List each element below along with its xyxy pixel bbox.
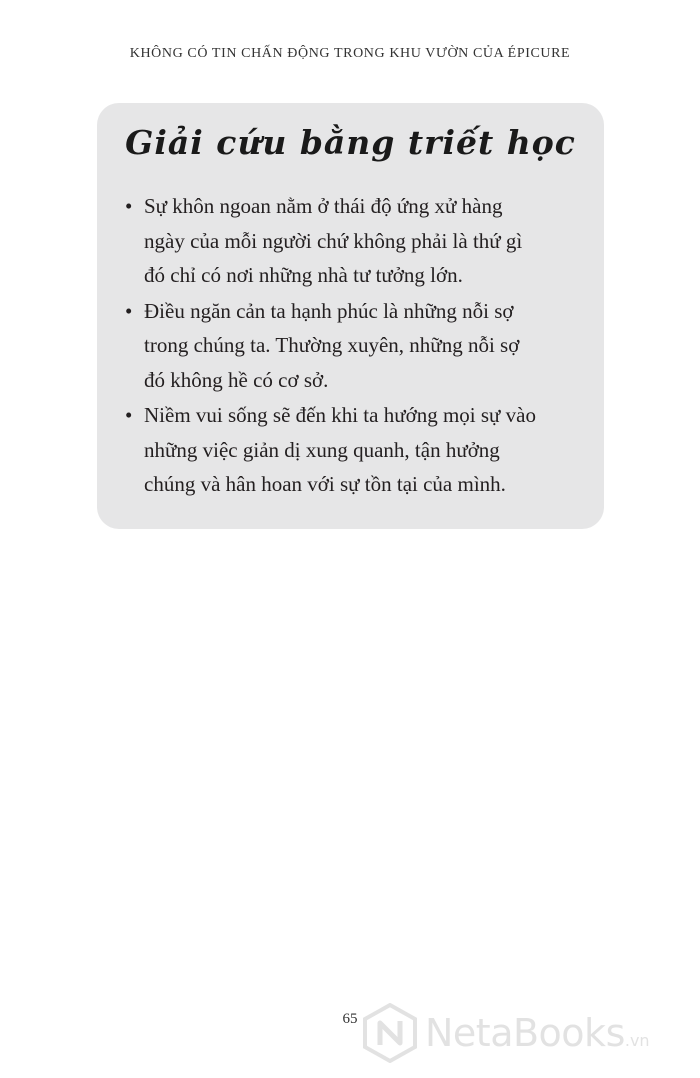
bullet-line: trong chúng ta. Thường xuyên, những nỗi sợ [144,333,520,357]
bullet-dot-icon: • [125,194,133,218]
bullet-line: Niềm vui sống sẽ đến khi ta hướng mọi sự vào [144,403,536,427]
running-header: KHÔNG CÓ TIN CHẤN ĐỘNG TRONG KHU VƯỜN CỦA ÉPICURE [129,46,571,61]
bullet-line: chúng và hân hoan với sự tồn tại của mình. [144,472,506,496]
netabooks-logo-icon [363,1003,417,1063]
bullet-dot-icon: • [125,403,133,427]
bullet-line: những việc giản dị xung quanh, tận hưởng [144,437,500,462]
watermark [363,1002,650,1064]
bullet-item [125,398,585,502]
summary-box [97,103,604,529]
bullet-line: đó chỉ có nơi những nhà tư tưởng lớn. [144,263,463,287]
watermark-text: NetaBooks [425,1011,625,1055]
watermark-suffix: .vn [624,1031,650,1050]
box-title: Giải cứu bằng triết học [125,123,576,162]
bullet-dot-icon: • [125,298,133,323]
bullet-item [125,294,585,398]
bullet-line: Điều ngăn cản ta hạnh phúc là những nỗi sợ [144,298,514,323]
bullet-item [125,189,585,293]
page-number: 65 [342,1011,358,1027]
bullet-line: ngày của mỗi người chứ không phải là thứ gì [144,228,523,253]
bullet-list [125,189,585,503]
bullet-line: đó không hề có cơ sở. [144,367,329,392]
bullet-line: Sự khôn ngoan nằm ở thái độ ứng xử hàng [144,194,503,218]
